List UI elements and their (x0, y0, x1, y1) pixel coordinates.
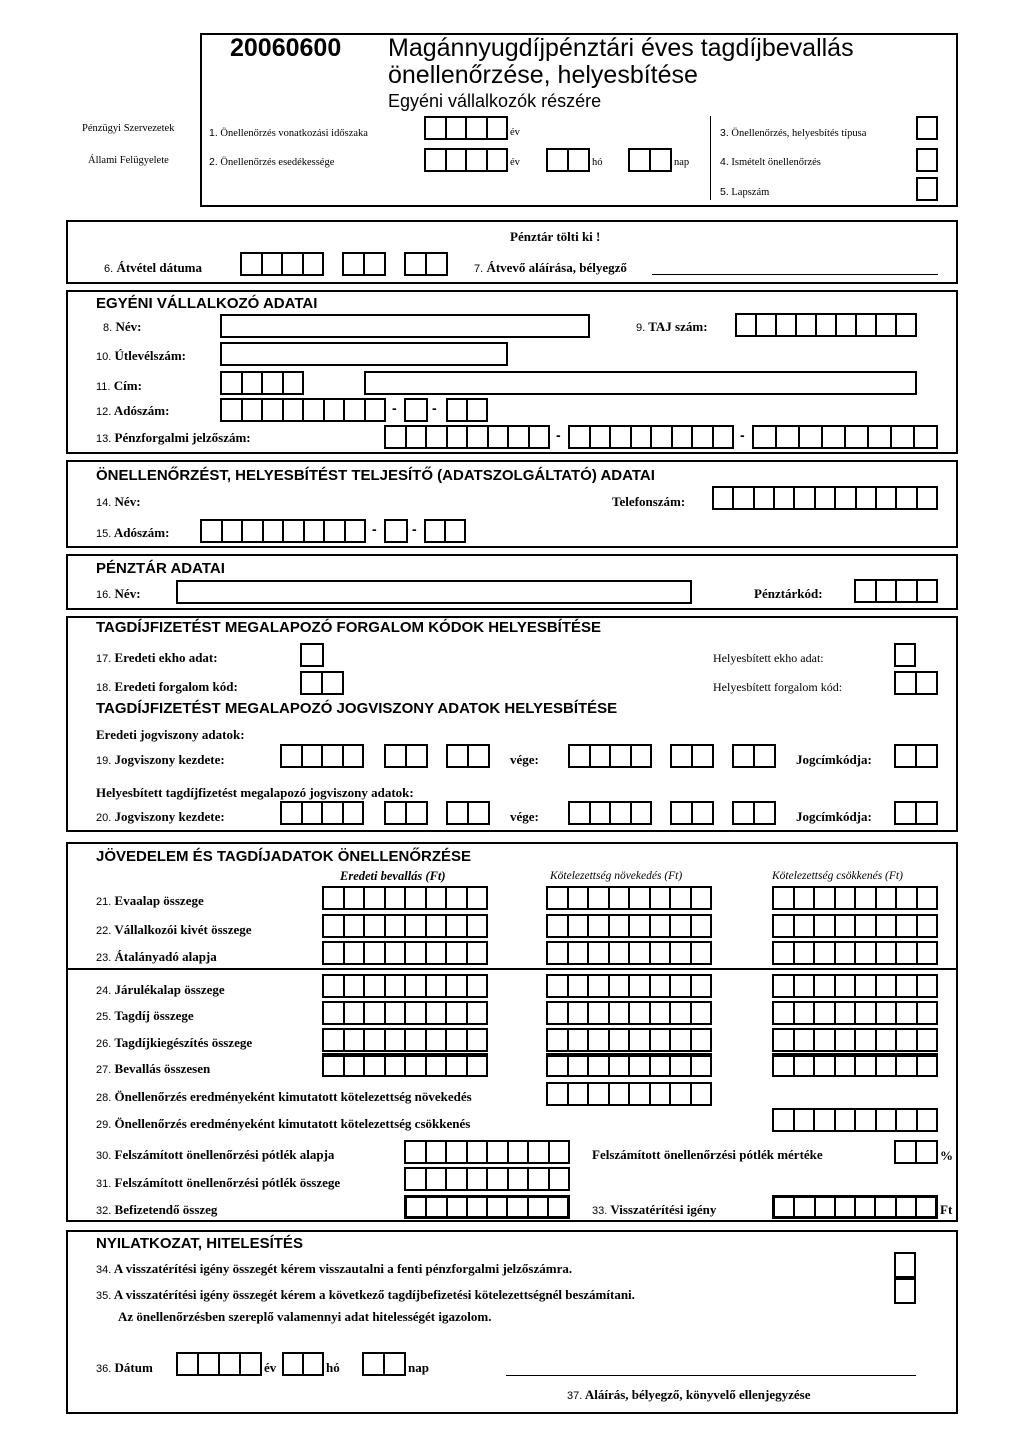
f20-start-day[interactable] (446, 801, 490, 825)
f37-num: 37. (567, 1390, 583, 1402)
authority-line1: Pénzügyi Szervezetek (82, 123, 175, 134)
f15-dash2: - (412, 521, 417, 537)
row29-num: 29. (96, 1119, 112, 1131)
f19-vege-label: vége: (510, 752, 539, 767)
f12-dash1: - (392, 400, 397, 416)
row26-novekedes[interactable] (546, 1028, 712, 1052)
row27-num: 27. (96, 1064, 112, 1076)
row27-label: Bevallás összesen (114, 1061, 211, 1076)
f1-label: Önellenőrzés vonatkozási időszaka (220, 128, 368, 139)
f36-month-cells[interactable] (282, 1352, 324, 1376)
row26-label: Tagdíjkiegészítés összege (114, 1035, 253, 1050)
row23-eredeti[interactable] (322, 941, 488, 965)
f15-dash1: - (372, 521, 377, 537)
f19-jogcim-cells[interactable] (894, 744, 938, 768)
row28-novekedes[interactable] (546, 1082, 712, 1106)
row22-csokkenes[interactable] (772, 914, 938, 938)
row32-label: Befizetendő összeg (114, 1202, 218, 1217)
f35-checkbox[interactable] (894, 1278, 916, 1304)
f36-ev: év (264, 1360, 277, 1375)
row32-num: 32. (96, 1205, 112, 1217)
row30-label: Felszámított önellenőrzési pótlék alapja (114, 1147, 335, 1162)
row21-label: Evaalap összege (114, 893, 204, 908)
f7-num: 7. (474, 263, 484, 275)
f2-month-cells[interactable] (546, 148, 590, 172)
f14-label: Név: (114, 494, 141, 509)
f13-num: 13. (96, 433, 112, 445)
f4-box[interactable] (916, 148, 938, 172)
f13-dash1: - (556, 427, 561, 443)
f19-start-day[interactable] (446, 744, 490, 768)
f20-start-year[interactable] (280, 801, 364, 825)
penztar-heading: PÉNZTÁR ADATAI (96, 560, 225, 577)
f2-nap: nap (674, 157, 690, 168)
col-csokkenes: Kötelezettség csökkenés (Ft) (772, 870, 903, 882)
f16-name-input[interactable] (176, 580, 692, 604)
jogviszony-heading: TAGDÍJFIZETÉST MEGALAPOZÓ JOGVISZONY ADATOK HELYESBÍTÉSE (96, 700, 618, 717)
f15-taxid-cells-2[interactable] (384, 519, 408, 543)
f12-label: Adószám: (113, 403, 170, 418)
col-novekedes: Kötelezettség növekedés (Ft) (550, 870, 683, 882)
f37-label: Aláírás, bélyegző, könyvelő ellenjegyzése (584, 1387, 811, 1402)
f12-num: 12. (96, 406, 112, 418)
f3-num: 3. (720, 127, 729, 139)
f6-month-cells[interactable] (342, 252, 386, 276)
f5-label: Lapszám (731, 187, 770, 198)
f9-num: 9. (636, 322, 646, 334)
f4-label: Ismételt önellenőrzés (731, 157, 821, 168)
f3-box[interactable] (916, 116, 938, 140)
f19-label: Jogviszony kezdete: (114, 752, 225, 767)
f13-bank-cells-3[interactable] (752, 425, 938, 449)
potlek-merteke-label: Felszámított önellenőrzési pótlék mértéke (592, 1147, 823, 1162)
row23-label: Átalányadó alapja (114, 949, 217, 964)
row22-eredeti[interactable] (322, 914, 488, 938)
f20-end-month[interactable] (670, 801, 714, 825)
nyilatkozat-heading: NYILATKOZAT, HITELESÍTÉS (96, 1235, 303, 1252)
jovedelem-divider (66, 968, 958, 970)
row21-eredeti[interactable] (322, 886, 488, 910)
f33-visszaterites[interactable] (772, 1195, 938, 1219)
row25-label: Tagdíj összege (114, 1008, 194, 1023)
f9-taj-cells[interactable] (735, 313, 917, 337)
f19-end-year[interactable] (568, 744, 652, 768)
penztar-code-label: Pénztárkód: (754, 586, 823, 601)
f8-num: 8. (103, 322, 113, 334)
row29-csokkenes[interactable] (772, 1108, 938, 1132)
f13-label: Pénzforgalmi jelzőszám: (114, 430, 251, 445)
row21-csokkenes[interactable] (772, 886, 938, 910)
f14-num: 14. (96, 497, 112, 509)
f15-label: Adószám: (113, 525, 170, 540)
f37-signature-line[interactable] (506, 1375, 916, 1376)
f15-num: 15. (96, 528, 112, 540)
f10-label: Útlevélszám: (114, 348, 187, 363)
row25-csokkenes[interactable] (772, 1001, 938, 1025)
f17-label: Eredeti ekho adat: (114, 650, 218, 665)
f13-dash2: - (740, 427, 745, 443)
row24-eredeti[interactable] (322, 974, 488, 998)
row25-novekedes[interactable] (546, 1001, 712, 1025)
f34-label: A visszatérítési igény összegét kérem visszautalni a fenti pénzforgalmi jelzőszámra. (113, 1261, 573, 1276)
row28-num: 28. (96, 1092, 112, 1104)
f17r-box[interactable] (894, 643, 916, 667)
row22-num: 22. (96, 925, 112, 937)
f13-bank-cells-2[interactable] (568, 425, 734, 449)
orig-jogviszony-label: Eredeti jogviszony adatok: (96, 727, 245, 742)
f17-box[interactable] (300, 643, 324, 667)
f10-passport-input[interactable] (220, 342, 508, 366)
authority-line2: Állami Felügyelete (88, 155, 169, 166)
row23-csokkenes[interactable] (772, 941, 938, 965)
f12-taxid-cells[interactable] (220, 398, 386, 422)
f18-cells[interactable] (300, 671, 344, 695)
row31-label: Felszámított önellenőrzési pótlék összege (114, 1175, 341, 1190)
row21-num: 21. (96, 896, 112, 908)
row25-num: 25. (96, 1011, 112, 1023)
f36-num: 36. (96, 1363, 112, 1375)
phone-label: Telefonszám: (612, 494, 686, 509)
f19-start-year[interactable] (280, 744, 364, 768)
row21-novekedes[interactable] (546, 886, 712, 910)
f2-num: 2. (209, 156, 218, 168)
f6-day-cells[interactable] (404, 252, 448, 276)
f11-label: Cím: (113, 378, 142, 393)
f2-ev: év (510, 157, 520, 168)
f17-num: 17. (96, 653, 112, 665)
corr-jogviszony-label: Helyesbített tagdíjfizetést megalapozó jogviszony adatok: (96, 785, 414, 800)
row28-label: Önellenőrzés eredményeként kimutatott kötelezettség növekedés (114, 1089, 472, 1104)
row22-label: Vállalkozói kivét összege (114, 922, 252, 937)
f12-dash2: - (432, 400, 437, 416)
row26-eredeti[interactable] (322, 1028, 488, 1052)
row26-num: 26. (96, 1038, 112, 1050)
row31-num: 31. (96, 1178, 112, 1190)
f20-start-month[interactable] (384, 801, 428, 825)
f2-day-cells[interactable] (628, 148, 672, 172)
f35-num: 35. (96, 1290, 112, 1302)
f1-year-cells[interactable] (424, 116, 508, 140)
f15-taxid-cells-3[interactable] (424, 519, 466, 543)
f17r-label: Helyesbített ekho adat: (713, 651, 824, 665)
row23-num: 23. (96, 952, 112, 964)
row30-num: 30. (96, 1150, 112, 1162)
row27-eredeti[interactable] (322, 1053, 488, 1077)
f36-nap: nap (408, 1360, 429, 1375)
f5-box[interactable] (916, 177, 938, 201)
f20-label: Jogviszony kezdete: (114, 809, 225, 824)
row24-novekedes[interactable] (546, 974, 712, 998)
row22-novekedes[interactable] (546, 914, 712, 938)
adatszolgaltato-heading: ÖNELLENŐRZÉST, HELYESBÍTÉST TELJESÍTŐ (ADATSZOLGÁLTATÓ) ADATAI (96, 467, 655, 484)
f19-num: 19. (96, 755, 112, 767)
f11-address-input[interactable] (364, 371, 917, 395)
f18-label: Eredeti forgalom kód: (114, 679, 238, 694)
f6-num: 6. (104, 263, 114, 275)
row30-alap[interactable] (404, 1140, 570, 1164)
f18r-label: Helyesbített forgalom kód: (713, 680, 843, 694)
col-eredeti: Eredeti bevallás (Ft) (340, 869, 446, 883)
certify-text: Az önellenőrzésben szereplő valamennyi adat hitelességét igazolom. (118, 1309, 492, 1324)
row27-csokkenes[interactable] (772, 1053, 938, 1077)
row24-label: Járulékalap összege (114, 982, 225, 997)
f18r-cells[interactable] (894, 671, 938, 695)
f33-label: Visszatérítési igény (610, 1202, 717, 1217)
f3-label: Önellenőrzés, helyesbítés típusa (731, 128, 867, 139)
f20-end-day[interactable] (732, 801, 776, 825)
row26-csokkenes[interactable] (772, 1028, 938, 1052)
f20-vege-label: vége: (510, 809, 539, 824)
f2-year-cells[interactable] (424, 148, 508, 172)
f19-end-day[interactable] (732, 744, 776, 768)
f11-num: 11. (96, 381, 111, 393)
ft-label: Ft (940, 1202, 953, 1217)
percent-sign: % (940, 1148, 953, 1163)
row25-eredeti[interactable] (322, 1001, 488, 1025)
f7-label: Átvevő aláírása, bélyegző (486, 260, 627, 275)
phone-cells[interactable] (712, 486, 938, 510)
f36-ho: hó (326, 1360, 340, 1375)
f34-num: 34. (96, 1264, 112, 1276)
f5-num: 5. (720, 186, 729, 198)
form-code: 20060600 (230, 34, 342, 62)
f19-jogcim-label: Jogcímkódja: (796, 752, 872, 767)
f19-start-month[interactable] (384, 744, 428, 768)
f2-ho: hó (592, 157, 603, 168)
f19-end-month[interactable] (670, 744, 714, 768)
penztar-fill-title: Pénztár tölti ki ! (510, 229, 601, 244)
form-title-2: önellenőrzése, helyesbítése (388, 61, 698, 89)
f10-num: 10. (96, 351, 112, 363)
f36-year-cells[interactable] (176, 1352, 262, 1376)
f20-end-year[interactable] (568, 801, 652, 825)
row24-num: 24. (96, 985, 112, 997)
header-divider (710, 116, 711, 200)
f12-taxid-cells-3[interactable] (446, 398, 488, 422)
f15-taxid-cells[interactable] (200, 519, 366, 543)
form-title-1: Magánnyugdíjpénztári éves tagdíjbevallás (388, 34, 854, 62)
f11-zip-cells[interactable] (220, 371, 304, 395)
f7-signature-line[interactable] (652, 274, 938, 275)
f2-label: Önellenőrzés esedékessége (220, 157, 335, 168)
f1-ev: év (510, 127, 520, 138)
row32-befizetendo[interactable] (404, 1195, 570, 1219)
row24-csokkenes[interactable] (772, 974, 938, 998)
f16-num: 16. (96, 589, 112, 601)
row29-label: Önellenőrzés eredményeként kimutatott kötelezettség csökkenés (114, 1116, 471, 1131)
f34-checkbox[interactable] (894, 1252, 916, 1278)
form-subtitle: Egyéni vállalkozók részére (388, 91, 602, 111)
penztar-code-cells[interactable] (854, 579, 938, 603)
row23-novekedes[interactable] (546, 941, 712, 965)
f8-label: Név: (115, 319, 142, 334)
potlek-merteke-cells[interactable] (894, 1140, 938, 1164)
f36-label: Dátum (114, 1360, 153, 1375)
f6-year-cells[interactable] (240, 252, 324, 276)
f20-jogcim-label: Jogcímkódja: (796, 809, 872, 824)
vallalkozo-heading: EGYÉNI VÁLLALKOZÓ ADATAI (96, 295, 318, 312)
f36-day-cells[interactable] (362, 1352, 406, 1376)
jovedelem-heading: JÖVEDELEM ÉS TAGDÍJADATOK ÖNELLENŐRZÉSE (96, 848, 472, 865)
f20-jogcim-cells[interactable] (894, 801, 938, 825)
f4-num: 4. (720, 156, 729, 168)
f12-taxid-cells-2[interactable] (404, 398, 428, 422)
f20-num: 20. (96, 812, 112, 824)
row27-novekedes[interactable] (546, 1053, 712, 1077)
f8-name-input[interactable] (220, 314, 590, 338)
f16-label: Név: (114, 586, 141, 601)
f9-label: TAJ szám: (648, 319, 708, 334)
forgalom-heading: TAGDÍJFIZETÉST MEGALAPOZÓ FORGALOM KÓDOK HELYESBÍTÉSE (96, 619, 602, 636)
f35-label: A visszatérítési igény összegét kérem a következő tagdíjbefizetési kötelezettségnél beszámítani. (113, 1287, 635, 1302)
f18-num: 18. (96, 682, 112, 694)
row31-osszeg[interactable] (404, 1167, 570, 1191)
f6-label: Átvétel dátuma (116, 260, 203, 275)
f33-num: 33. (592, 1205, 608, 1217)
f1-num: 1. (209, 127, 218, 139)
f13-bank-cells-1[interactable] (384, 425, 550, 449)
